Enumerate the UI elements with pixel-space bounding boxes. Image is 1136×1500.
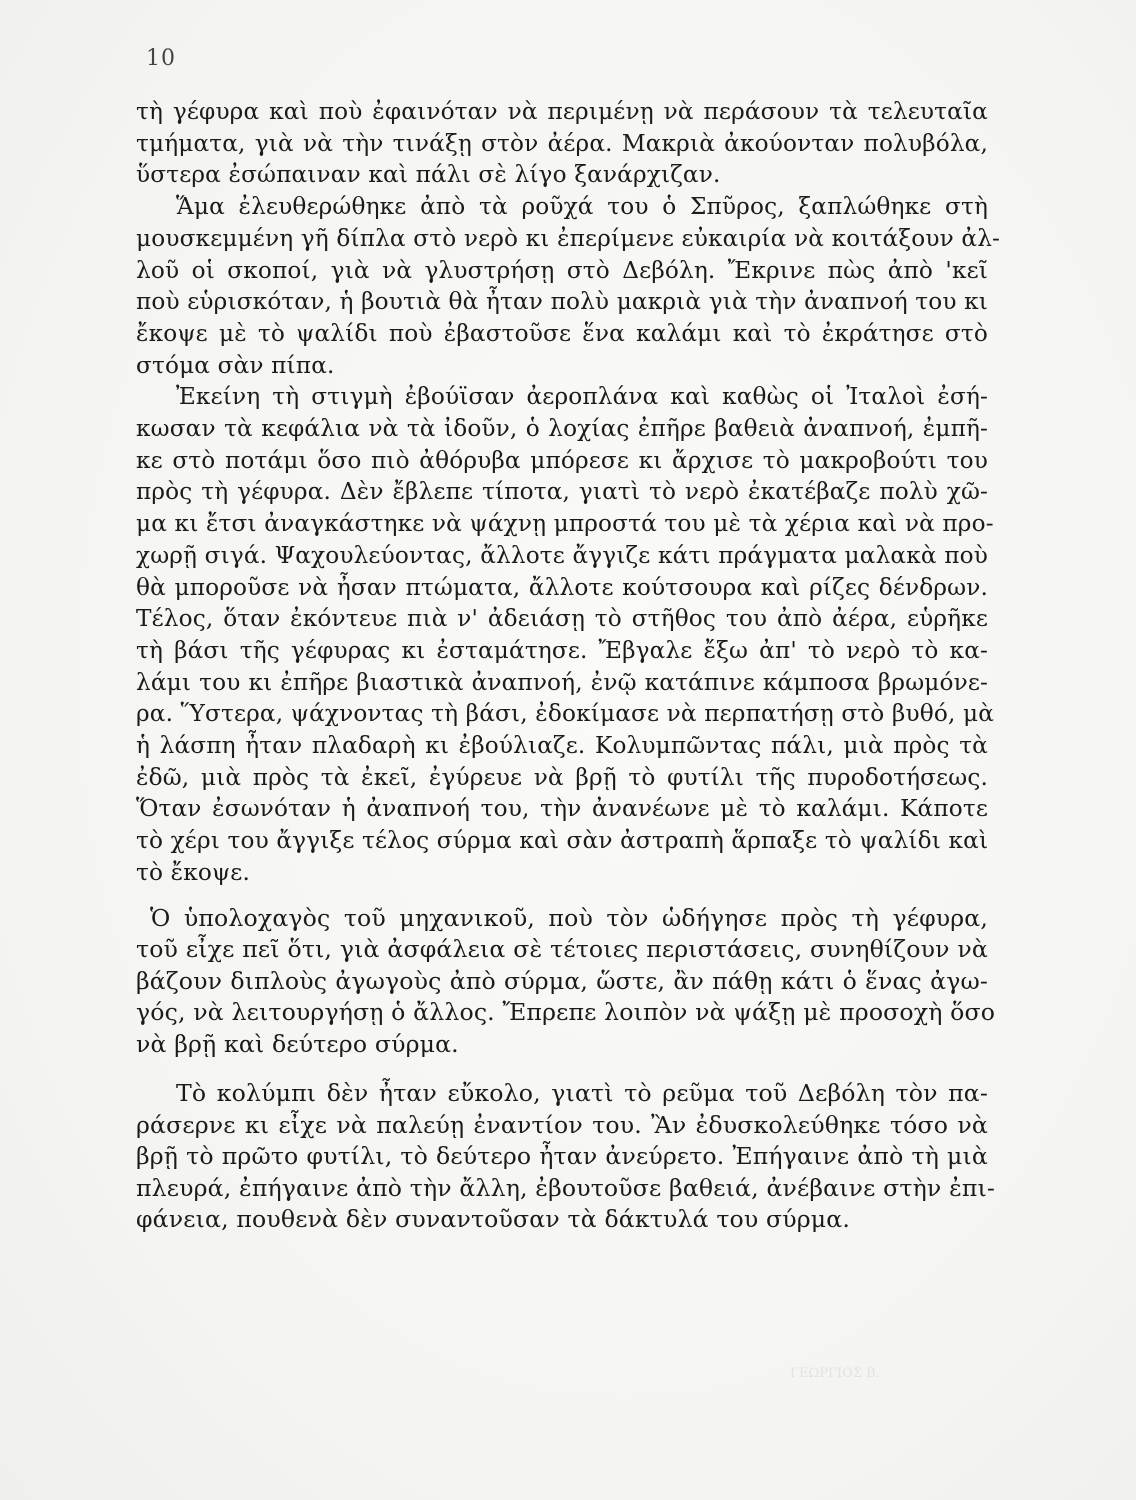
text-line: γός, νὰ λειτουργήσῃ ὁ ἄλλος. Ἔπρεπε λοιπὸν νὰ ψάξῃ μὲ προσοχὴ ὅσο: [136, 998, 996, 1027]
page-number: 10: [146, 46, 176, 71]
text-line: τὸ χέρι του ἄγγιξε τέλος σύρμα καὶ σὰν ἀστραπὴ ἅρπαξε τὸ ψαλίδι καὶ: [136, 827, 989, 855]
paragraph-4: [136, 903, 996, 1061]
text-line: Ἅμα ἐλευθερώθηκε ἀπὸ τὰ ροῦχά του ὁ Σπῦρος, ξαπλώθηκε στὴ: [176, 193, 988, 221]
text-line: ράσερνε κι εἶχε νὰ παλεύῃ ἐναντίον του. Ἂν ἐδυσκολεύθηκε τόσο νὰ: [136, 1110, 988, 1139]
text-line: τοῦ εἶχε πεῖ ὅτι, γιὰ ἀσφάλεια σὲ τέτοιες περιστάσεις, συνηθίζουν νὰ: [136, 935, 988, 964]
text-line: Ἐκείνη τὴ στιγμὴ ἐβούϊσαν ἀεροπλάνα καὶ καθὼς οἱ Ἰταλοὶ ἐσή-: [176, 383, 988, 411]
text-line: Ὁ ὑπολοχαγὸς τοῦ μηχανικοῦ, ποὺ τὸν ὡδήγησε πρὸς τὴ γέφυρα,: [150, 903, 988, 932]
text-line: ἔκοψε μὲ τὸ ψαλίδι ποὺ ἐβαστοῦσε ἕνα καλάμι καὶ τὸ ἐκράτησε στὸ: [136, 319, 988, 347]
text-line: ρα. Ὕστερα, ψάχνοντας τὴ βάσι, ἐδοκίμασε νὰ περπατήσῃ στὸ βυθό, μὰ: [136, 700, 995, 728]
text-line: τμήματα, γιὰ νὰ τὴν τινάξῃ στὸν ἀέρα. Μακριὰ ἀκούονταν πολυβόλα,: [136, 129, 988, 157]
text-line: ὕστερα ἐσώπαιναν καὶ πάλι σὲ λίγο ξανάρχιζαν.: [136, 161, 721, 189]
text-line: βάζουν διπλοὺς ἀγωγοὺς ἀπὸ σύρμα, ὥστε, ἂν πάθῃ κάτι ὁ ἕνας ἀγω-: [136, 966, 988, 995]
text-line: πρὸς τὴ γέφυρα. Δὲν ἔβλεπε τίποτα, γιατὶ τὸ νερὸ ἐκατέβαζε πολὺ χῶ-: [136, 478, 988, 506]
text-line: Ὅταν ἐσωνόταν ἡ ἀναπνοή του, τὴν ἀνανέωνε μὲ τὸ καλάμι. Κάποτε: [136, 795, 988, 823]
text-line: νὰ βρῇ καὶ δεύτερο σύρμα.: [136, 1029, 459, 1058]
text-line: τὸ ἔκοψε.: [136, 858, 250, 886]
text-line: λάμι του κι ἐπῆρε βιαστικὰ ἀναπνοή, ἐνῷ κατάπινε κάμποσα βρωμόνε-: [136, 668, 988, 696]
text-line: ἐδῶ, μιὰ πρὸς τὰ ἐκεῖ, ἐγύρευε νὰ βρῇ τὸ φυτίλι τῆς πυροδοτήσεως.: [136, 763, 988, 791]
body-text: [136, 96, 1001, 1236]
text-line: ἡ λάσπη ἦταν πλαδαρὴ κι ἐβούλιαζε. Κολυμπῶντας πάλι, μιὰ πρὸς τὰ: [136, 732, 988, 760]
text-line: Τέλος, ὅταν ἐκόντευε πιὰ ν' ἀδειάσῃ τὸ στῆθος του ἀπὸ ἀέρα, εὑρῆκε: [136, 605, 988, 633]
text-line: λοῦ οἱ σκοποί, γιὰ νὰ γλυστρήσῃ στὸ Δεβόλη. Ἔκρινε πὼς ἀπὸ 'κεῖ: [136, 256, 988, 284]
text-line: βρῇ τὸ πρῶτο φυτίλι, τὸ δεύτερο ἦταν ἀνεύρετο. Ἐπήγαινε ἀπὸ τὴ μιὰ: [136, 1142, 988, 1171]
text-line: τὴ βάσι τῆς γέφυρας κι ἐσταμάτησε. Ἔβγαλε ἔξω ἀπ' τὸ νερὸ τὸ κα-: [136, 636, 988, 664]
text-line: θὰ μποροῦσε νὰ ἦσαν πτώματα, ἄλλοτε κούτσουρα καὶ ρίζες δένδρων.: [136, 573, 988, 601]
text-line: τὴ γέφυρα καὶ ποὺ ἐφαινόταν νὰ περιμένῃ νὰ περάσουν τὰ τελευταῖα: [136, 98, 988, 125]
paragraph-1: [136, 96, 988, 191]
text-line: μα κι ἔτσι ἀναγκάστηκε νὰ ψάχνῃ μπροστά του μὲ τὰ χέρια καὶ νὰ προ-: [136, 510, 994, 538]
show-through-signature: ΓΕΩΡΓΙΟΣ Β.: [790, 1366, 880, 1381]
paragraph-5: [136, 1078, 996, 1236]
text-line: κωσαν τὰ κεφάλια νὰ τὰ ἰδοῦν, ὁ λοχίας ἐπῆρε βαθειὰ ἀναπνοή, ἐμπῆ-: [136, 415, 988, 443]
paragraph-3: [136, 381, 995, 888]
text-line: χωρῇ σιγά. Ψαχουλεύοντας, ἄλλοτε ἄγγιζε κάτι πράγματα μαλακὰ ποὺ: [136, 541, 988, 569]
text-line: Τὸ κολύμπι δὲν ἦταν εὔκολο, γιατὶ τὸ ρεῦμα τοῦ Δεβόλη τὸν πα-: [176, 1079, 988, 1108]
text-line: κε στὸ ποτάμι ὅσο πιὸ ἀθόρυβα μπόρεσε κι ἄρχισε τὸ μακροβούτι του: [136, 446, 988, 474]
text-line: στόμα σὰν πίπα.: [136, 351, 335, 379]
text-line: ποὺ εὑρισκόταν, ἡ βουτιὰ θὰ ἦταν πολὺ μακριὰ γιὰ τὴν ἀναπνοή του κι: [136, 288, 988, 316]
paragraph-2: [136, 191, 1001, 381]
text-line: μουσκεμμένη γῆ δίπλα στὸ νερὸ κι ἐπερίμενε εὐκαιρία νὰ κοιτάξουν ἀλ-: [136, 224, 1001, 252]
text-line: πλευρά, ἐπήγαινε ἀπὸ τὴν ἄλλη, ἐβουτοῦσε βαθειά, ἀνέβαινε στὴν ἐπι-: [136, 1173, 996, 1202]
text-line: φάνεια, πουθενὰ δὲν συναντοῦσαν τὰ δάκτυλά του σύρμα.: [136, 1205, 850, 1234]
